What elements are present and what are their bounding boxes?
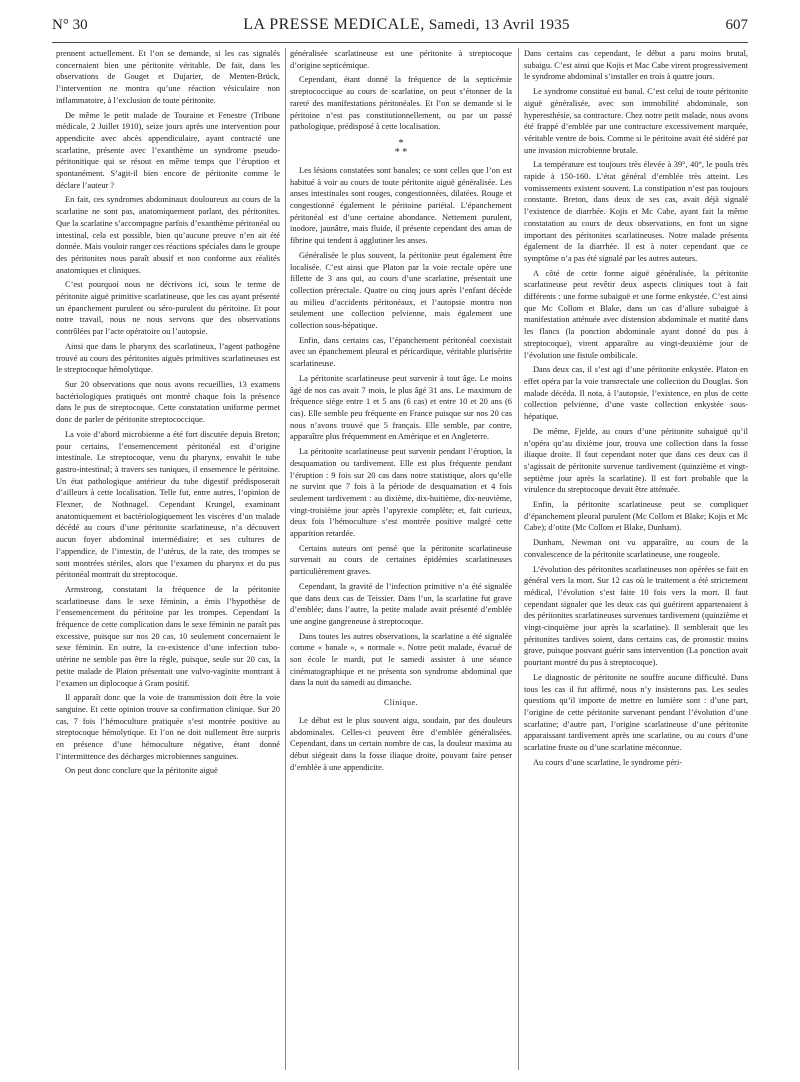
paragraph: En fait, ces syndromes abdominaux douloureux au cours de la scarlatine ne sont pas, anatomiquement parlant, des péritonites. Que la scarlatine s’accompagne parfois d’exanthème péritonéal ou intestinal, cela est possible, bien qu’aucune preuve n’en ait été donnée. Mais vouloir ranger ces réactions spéciales dans le groupe des péritonites nous paraît abusif et non conforme aux réalités anatomiques et cliniques. [56,195,280,275]
paragraph: A côté de cette forme aiguë généralisée, la péritonite scarlatineuse peut revêtir deux aspects cliniques tout à fait différents : une forme subaiguë et une forme enkystée. C’est ainsi que Mc Collom et Blake, dans un cas d’allure subaiguë à manifestation atténuée avec distension abdominale et matité dans les flancs (la ponction abdominale ayant donné du pus à streptocoque), virent apparaître au vingt-deuxième jour de l’évolution une fistule ombilicale. [524,268,748,360]
column-right [524,48,748,1072]
issue-date: Samedi, 13 Avril 1935 [428,17,570,33]
paragraph: La température est toujours très élevée à 39°, 40°, le pouls très rapide à 150-160. L’état général d’emblée très atteint. Les vomissements existent souvent. La constipation n’est pas toujours constante. Breton, dans deux de ses cas, avait déjà signalé l’existence de diarrhée. Kojis et Mc Cabe, ayant fait la même constatation au cours de deux observations, en font un signe important des péritonites scarlatineuses. Notre malade présenta également de la diarrhée. Il est à noter cependant que ce symptôme n’a pas été signalé par les autres auteurs. [524,160,748,263]
paragraph: De même, Fjelde, au cours d’une péritonite subaiguë qu’il n’opéra qu’au dixième jour, trouva une collection dans la fosse iliaque droite. Il faut cependant noter que dans ces deux cas il s’agissait de péritonite survenue tardivement (quinzième et vingt-septième jour après la scarlatine). Il est fort probable que la virulence du streptocoque devait être atténuée. [524,426,748,495]
issue-number: N° 30 [52,17,88,33]
paragraph: Cependant, la gravité de l’infection primitive n’a été signalée que dans deux cas de Teissier. Dans l’un, la scarlatine fut grave d’emblée; dans l’autre, la petite malade avait présenté d’emblée une angine gangreneuse à streptocoque. [290,581,512,626]
paragraph: Dans certains cas cependant, le début a paru moins brutal, subaigu. C’est ainsi que Kojis et Mac Cabe virent progressivement le syndrome abdominal s’installer en trois à quatre jours. [524,49,748,82]
section-separator: * * * [394,137,408,158]
column-left [56,48,280,1072]
page-number: 607 [725,17,748,33]
paragraph: L’évolution des péritonites scarlatineuses non opérées se fait en général vers la mort. Sur 12 cas où le traitement a été strictement médical, l’évolution s’est faite 10 fois vers la mort. Il faut cependant signaler que les deux cas qui guérirent appartenaient à des péritonites scarlatineuses survenues tardivement (quinzième et vingt-cinquième jour après la scarlatine). Il semblerait que les péritonites tardives soient, dans certains cas, de pronostic moins grave, puisque pouvant guérir sans intervention (La ponction avait pourtant montré du pus à streptocoque). [524,564,748,668]
paragraph: Généralisée le plus souvent, la péritonite peut également être localisée. C’est ainsi que Platon par la voie rectale opère une fillette de 3 ans qui, au cours d’une scarlatine, présentait une collection prérectale. Quatre ou cinq jours après l’enfant décède au milieu d’accidents péritonéaux, et l’autopsie montra non seulement une collection pelvienne, mais également une collection sous-hépatique. [290,250,512,331]
paragraph: Le syndrome constitué est banal. C’est celui de toute péritonite aiguë généralisée, avec son immobilité abdominale, son hyperesthésie, sa contracture. Chez notre petit malade, nous avons été frappé d’emblée par une contracture excessivement marquée, véritable ventre de bois. Comme si le péritoine avait été sidéré par une invasion microbienne brutale. [524,87,748,155]
paragraph: La péritonite scarlatineuse peut survenir pendant l’éruption, la desquamation ou tardivement. Elle est plus fréquente pendant l’éruption : 9 fois sur 20 cas dans notre statistique, alors qu’elle ne survint que 7 fois à la période de desquamation et 4 fois seulement tardivement : au dixième, dix-huitième, dix-neuvième, vingt-troisième jour après l’apyrexie complète; et, fait curieux, deux fois l’hémoculture s’est montrée positive malgré cette apparition retardée. [290,447,512,539]
paragraph: prennent actuellement. Et l’on se demande, si les cas signalés concernaient bien une péritonite véritable. De fait, dans les observations de Gouget et Dujarier, de Menten-Brück, l’intervention ne montra qu’une réaction vésiculaire non inflammatoire, à l’exclusion de toute péritonite. [56,49,280,105]
paragraph: Au cours d’une scarlatine, le syndrome péri- [533,757,683,767]
paragraph: Certains auteurs ont pensé que la péritonite scarlatineuse survenait au cours de certaines épidémies scarlatineuses particulièrement graves. [290,543,512,577]
paragraph: Cependant, étant donné la fréquence de la septicémie streptococcique au cours de scarlatine, on peut s’étonner de la rareté des manifestations péritonéales. Et l’on se demande si le péritoine n’est pas constitutionnellement, ou par un passé pathologique, prédisposé à cette localisation. [290,75,512,132]
paragraph: Sur 20 observations que nous avons recueillies, 13 examens bactériologiques pratiqués ont montré chaque fois la présence dans le pus de streptocoque. Cette constatation uniforme permet donc de parler de péritonite streptococcique. [56,379,280,425]
section-heading: Clinique. [383,698,419,708]
paragraph: On peut donc conclure que la péritonite aiguë [65,766,218,776]
paragraph: Il apparaît donc que la voie de transmission doit être la voie sanguine. Et cette opinion trouve sa confirmation clinique. Sur 20 cas, 7 fois l’hémoculture pratiquée s’est montrée positive au streptocoque hémolytique. Et l’on ne doit nullement être surpris en présence d’une hémoculture négative, étant donné l’intermittence des décharges microbiennes sanguines. [56,693,280,761]
journal-title [243,16,570,34]
paragraph: Enfin, dans certains cas, l’épanchement péritonéal coexistait avec un épanchement pleural et péricardique, véritable plurisérite scarlatineuse. [290,335,512,369]
paragraph: Enfin, la péritonite scarlatineuse peut se compliquer d’épanchement pleural purulent (Mc Collom et Blake; Kojis et Mc Cabe); d’otite (Mc Collom et Blake, Dunham). [524,500,748,533]
paragraph: La voie d’abord microbienne a été fort discutée depuis Breton; pour certains, l’ensemencement péritonéal est d’origine intestinale. Le streptocoque, venu du pharynx, envahit le tube gastro-intestinal; à travers ses tuniques, il ensemence le péritoine. Un état pathologique antérieur du tube digestif prédisposerait d’ailleurs à cette localisation. Telle fut, entre autres, l’opinion de Flexner, de Nothnagel. Cependant Krungel, examinant anatomiquement et bactériologiquement les viscères d’un malade décédé au cours d’une péritonite scarlatineuse, n’a découvert aucun foyer abdominal intermédiaire; et ses cultures de l’appendice, de l’intestin, de l’utérus, de la rate, des trompes se sont montrées stériles, alors que l’examen du pharynx et du pus péritonéal montrait du streptocoque. [56,429,280,580]
column-middle [290,48,512,1072]
paragraph: La péritonite scarlatineuse peut survenir à tout âge. Le moins âgé de nos cas avait 7 mois, le plus âgé 31 ans. Le maximum de fréquence siège entre 1 et 5 ans (6 cas) et entre 10 et 20 ans (6 cas). Elle semble peu fréquente en France puisque sur nos 20 cas nous n’avons trouvé que 5 français. Elle semble, par contre, apparaître plus fréquemment en Amérique et en Angleterre. [290,373,512,442]
paragraph: Le début est le plus souvent aigu, soudain, par des douleurs abdominales. Celles-ci peuvent être d’emblée généralisées. Cependant, dans un certain nombre de cas, la douleur maxima au début siégeait dans la fosse iliaque droite, pouvant faire penser d’emblée à une appendicite. [290,715,512,772]
paragraph: généralisée scarlatineuse est une péritonite à streptocoque d’origine septicémique. [290,49,512,70]
paragraph: Ainsi que dans le pharynx des scarlatineux, l’agent pathogène trouvé au cours des péritonites aiguës primitives scarlatineuses est le streptocoque hémolytique. [56,341,280,375]
paragraph: Armstrong, constatant la fréquence de la péritonite scarlatineuse dans le sexe féminin, a émis l’hypothèse de l’ensemencement du péritoine par les trompes. Cependant la fréquence de cette complication dans le sexe féminin ne paraît pas excessive, puisque sur nos 20 cas, 10 seulement concernaient le sexe féminin. En outre, la co-existence d’une infection tubo-utérine ne semble pas être la règle, puisque, seule sur 20 cas, la petite malade de Platon présentait une vulvo-vaginite montrant à l’examen un diplocoque à Gram positif. [56,584,280,688]
paragraph: Dans toutes les autres observations, la scarlatine a été signalée comme « banale », « normale ». Notre petit malade, évacué de son école le mardi, put le samedi assister à une séance cinématographique et ne présenta son syndrome abdominal que dans la nuit du samedi au dimanche. [290,631,512,688]
column-rule [518,48,519,1070]
paragraph: Les lésions constatées sont banales; ce sont celles que l’on est habitué à voir au cours de toute péritonite aiguë généralisée. Les anses intestinales sont rouges, congestionnées, dilatées. Rouge et congestionné également le péritoine pariétal. L’épanchement péritonéal est d’une certaine abondance. Nettement purulent, inodore, jaunâtre, mais fluide, il présente cependant des amas de fibrine qui tendent à agglutiner les anses. [290,165,512,246]
paragraph: Dans deux cas, il s’est agi d’une péritonite enkystée. Platon en effet opéra par la voie transrectale une collection du Douglas. Son malade décéda. Il nota, à l’autopsie, l’existence, en plus de cette collection pelvienne, d’une vaste collection enkystée sous-hépatique. [524,365,748,422]
paragraph: Le diagnostic de péritonite ne souffre aucune difficulté. Dans tous les cas il fut affirmé, nous n’y insisterons pas. Les seules questions qu’il importe de mettre en lumière sont : d’une part, l’origine de cette péritonite survenant pendant l’évolution d’une scarlatine; d’autre part, l’origine scarlatineuse d’une péritonite apparaissant tardivement après une scarlatine, ou au cours d’une scarlatine fruste ou d’une scarlatine méconnue. [524,672,748,753]
paragraph: C’est pourquoi nous ne décrivons ici, sous le terme de péritonite aiguë primitive scarlatineuse, que les cas ayant présenté un épanchement purulent ou séro-purulent du péritoine. Et pour notre travail, nous ne nous servons que des observations contrôlées par l’acte opératoire ou l’autopsie. [56,280,280,337]
paragraph: Dunham, Newman ont vu apparaître, au cours de la convalescence de la péritonite scarlatineuse, une rougeole. [524,538,748,559]
paragraph: De même le petit malade de Touraine et Fenestre (Tribune médicale, 2 Juillet 1910), seize jours après une intervention pour appendicite avec abcès appendiculaire, ayant contracté une scarlatine, présente avec l’exanthème un syndrome pseudo-péritonitique qui se résout en même temps que l’éruption et spontanément. S’agit-il bien encore de péritonite comme le déclare l’auteur ? [56,110,280,190]
column-rule [285,48,286,1070]
page-header [52,16,748,43]
journal-name: LA PRESSE MEDICALE, [243,16,425,33]
